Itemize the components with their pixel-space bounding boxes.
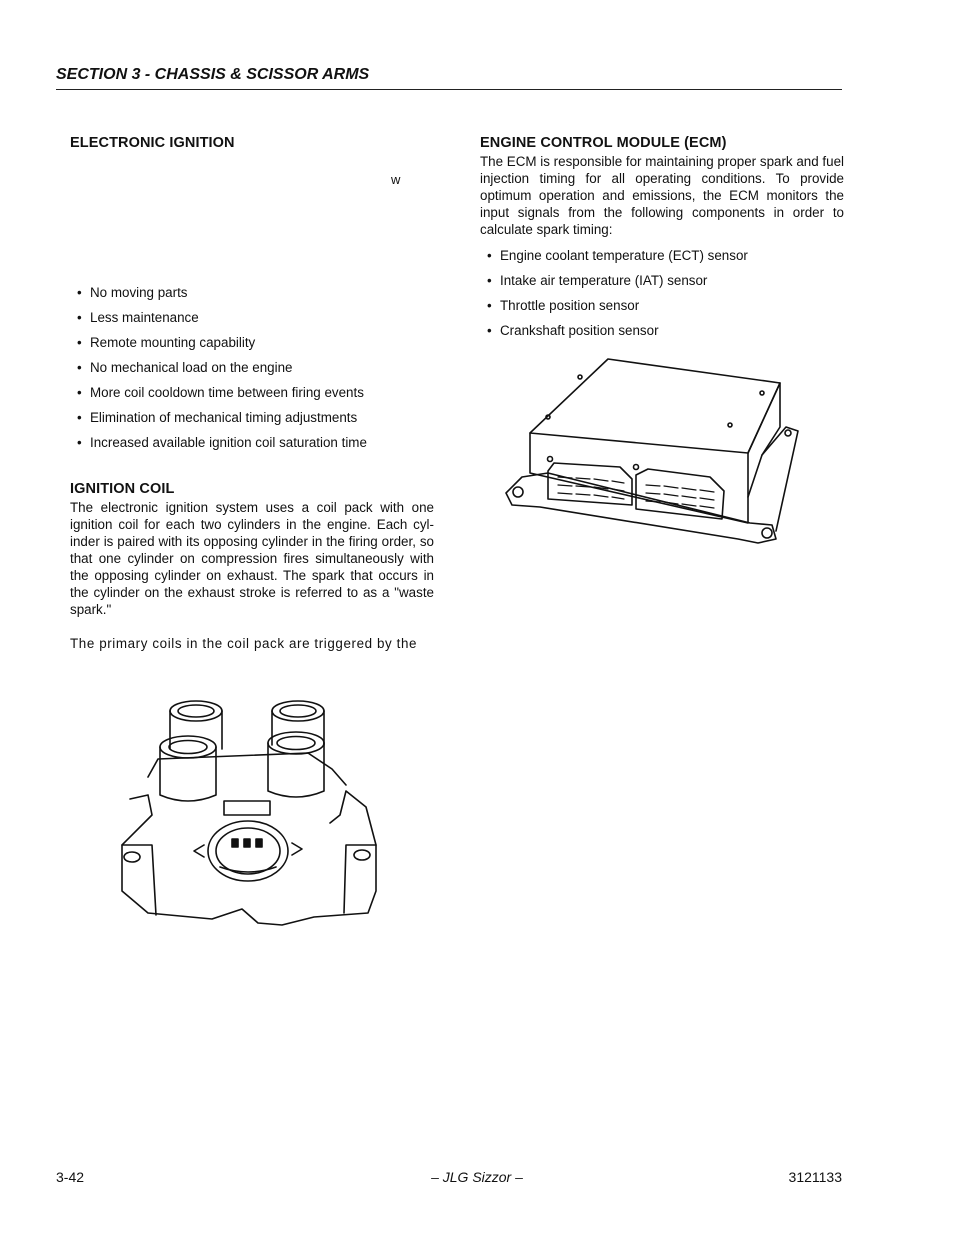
ecm-paragraph: The ECM is responsible for maintaining proper spark and fuel injection timing for all operating conditions. To provide optimum operation and emissions, the ECM monitors the input signals from the following components in order to calculate spark timing: [480, 154, 844, 237]
list-item: • Less maintenance [70, 309, 450, 326]
stray-character: w [391, 172, 401, 187]
list-item: • Intake air temperature (IAT) sensor [480, 272, 844, 289]
list-item: • Increased available ignition coil saturation time [70, 434, 450, 451]
ignition-coil-heading: IGNITION COIL [70, 481, 175, 497]
ignition-coil-section [70, 481, 434, 652]
list-item: • Remote mounting capability [70, 334, 450, 351]
right-column [480, 135, 844, 347]
ecm-heading: ENGINE CONTROL MODULE (ECM) [480, 135, 727, 151]
coil-pack-illustration [108, 695, 383, 930]
list-item: • Crankshaft position sensor [480, 322, 844, 339]
page-number: 3-42 [56, 1169, 85, 1185]
left-column [70, 135, 434, 155]
ecm-inputs-list [480, 247, 844, 339]
ignition-coil-paragraph-2: The primary coils in the coil pack are triggered by the [70, 636, 418, 651]
ecm-illustration [500, 355, 805, 545]
section-header: SECTION 3 - CHASSIS & SCISSOR ARMS [56, 66, 370, 83]
list-item: • Elimination of mechanical timing adjustments [70, 409, 450, 426]
document-number: 3121133 [788, 1169, 842, 1185]
list-item: • No mechanical load on the engine [70, 359, 450, 376]
electronic-ignition-heading: ELECTRONIC IGNITION [70, 135, 235, 151]
list-item: • No moving parts [70, 284, 450, 301]
ignition-coil-paragraph: The electronic ignition system uses a coil pack with one ignition coil for each two cylinders in the engine. Each cyl-inder is paired with its opposing cylinder in the firing order, so that one cylinder on compression fires simultaneously with the opposing cylinder on exhaust. The spark that occurs in the cylinder on the exhaust stroke is referred to as a "waste spark." [70, 500, 434, 617]
list-item: • Throttle position sensor [480, 297, 844, 314]
list-item: • More coil cooldown time between firing events [70, 384, 450, 401]
ignition-benefits-list [70, 284, 450, 459]
list-item: • Engine coolant temperature (ECT) sensor [480, 247, 844, 264]
header-rule [56, 89, 842, 90]
footer-center-text: – JLG Sizzor – [431, 1169, 523, 1185]
